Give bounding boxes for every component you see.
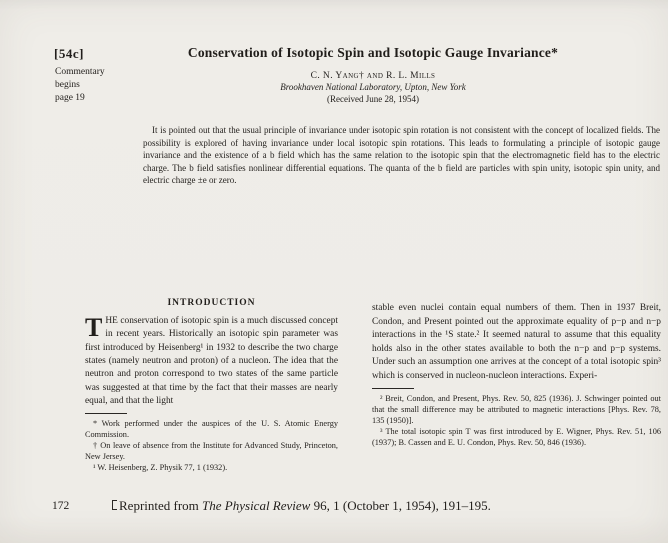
intro-paragraph-left <box>85 315 338 408</box>
reprint-source-title: The Physical Review <box>202 498 311 513</box>
page-number: 172 <box>52 500 70 512</box>
reprint-prefix: Reprinted from <box>119 498 203 513</box>
abstract-text: It is pointed out that the usual principle of invariance under isotopic spin rotation is not consistent with the concept of localized fields. The possibility is explored of having invariance under local isotopic spin rotations. This leads to formulating a principle of isotopic gauge invariance and the existence of a b field which has the same relation to the isotopic spin that the electromagnetic field has to the electric charge. The b field satisfies nonlinear differential equations. The quanta of the b field are particles with spin unity, isotopic spin unity, and electric charge ±e or zero. <box>143 125 660 186</box>
section-heading-introduction: INTRODUCTION <box>167 298 256 308</box>
commentary-line: begins <box>55 80 80 90</box>
commentary-line: page 19 <box>55 93 85 103</box>
right-column <box>372 302 661 448</box>
footnote-item: ³ The total isotopic spin T was first introduced by E. Wigner, Phys. Rev. 51, 106 (1937); B. Cassen and E. U. Condon, Phys. Rev. 50, 846 (1936). <box>372 427 661 447</box>
paper-header <box>85 45 661 104</box>
intro-paragraph-left-text: HE conservation of isotopic spin is a much discussed concept in recent years. Historically an isotopic spin parameter was first introduced by Heisenberg¹ in 1932 to describe the two charge states (namely neutron and proton) of a nucleon. The idea that the neutron and proton correspond to two states of the same particle was suggested at that time by the fact that their masses are nearly equal, and that the light <box>85 316 338 407</box>
page-title: Conservation of Isotopic Spin and Isotopic Gauge Invariance* <box>187 45 559 60</box>
reprint-line <box>112 498 491 514</box>
left-column <box>85 298 338 473</box>
footnote-item: * Work performed under the auspices of the U. S. Atomic Energy Commission. <box>85 419 338 440</box>
intro-paragraph-right: stable even nuclei contain equal numbers of them. Then in 1937 Breit, Condon, and Present pointed out the approximate equality of p−p and n−p interactions in the ¹S state.² It seemed natural to assume that this equality holds also in the other states available to both the n−p and p−p systems. Under such an assumption one arrives at the concept of a total isotopic spin³ which is conserved in nucleon-nucleon interactions. Experi- <box>372 303 661 381</box>
drop-cap: T <box>85 313 103 342</box>
footnote-item: ² Breit, Condon, and Present, Phys. Rev. 50, 825 (1936). J. Schwinger pointed out that the small difference may be attributed to magnetic interactions [Phys. Rev. 78, 135 (1950)]. <box>372 394 661 425</box>
received-date: (Received June 28, 1954) <box>327 94 419 104</box>
footnote-item: ¹ W. Heisenberg, Z. Physik 77, 1 (1932). <box>93 463 228 473</box>
affiliation-line: Brookhaven National Laboratory, Upton, New York <box>280 82 466 92</box>
footnote-divider <box>85 413 127 414</box>
footnote-divider <box>372 388 414 389</box>
paper-id-label: [54c] <box>54 46 84 61</box>
authors-line: C. N. Yang† and R. L. Mills <box>310 71 436 81</box>
corner-mark-icon <box>112 500 117 510</box>
commentary-line: Commentary <box>55 67 105 77</box>
footnote-item: † On leave of absence from the Institute for Advanced Study, Princeton, New Jersey. <box>85 441 338 462</box>
reprint-suffix: 96, 1 (October 1, 1954), 191–195. <box>310 498 491 513</box>
